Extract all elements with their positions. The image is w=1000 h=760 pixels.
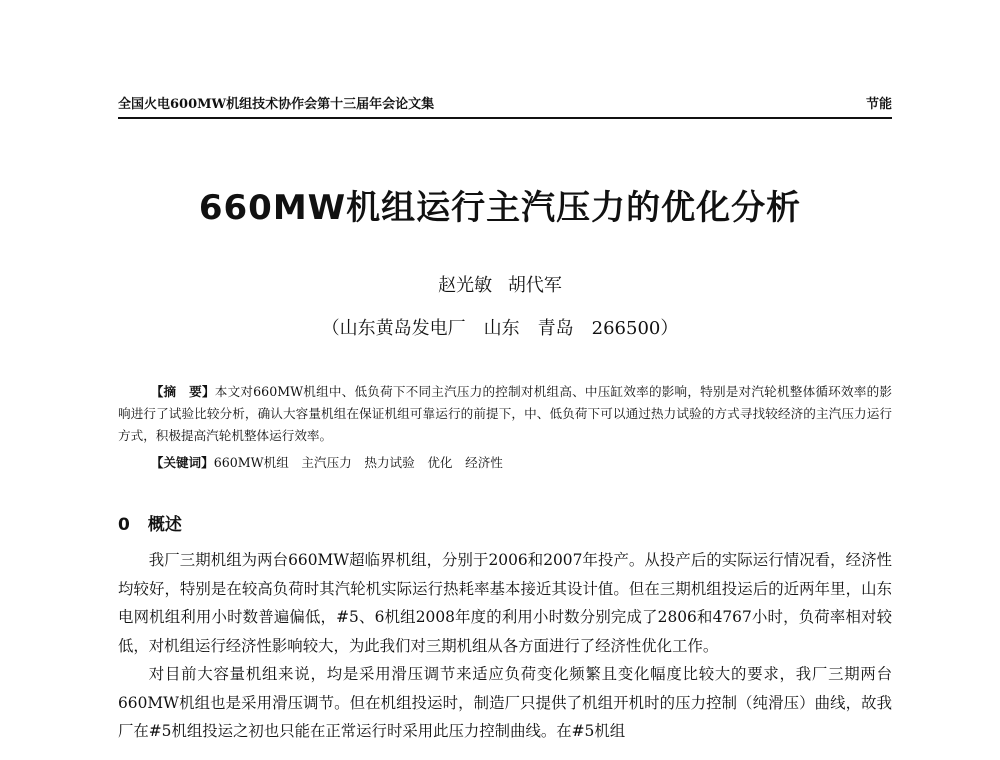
affiliation: （山东黄岛发电厂 山东 青岛 266500） <box>321 318 679 339</box>
paragraph: 我厂三期机组为两台660MW超临界机组，分别于2006和2007年投产。从投产后的实际运行情况看，经济性均较好，特别是在较高负荷时其汽轮机实际运行热耗率基本接近其设计值。但在三期机组投运后的近两年里，山东电网机组利用小时数普遍偏低，#5、6机组2008年度的利用小时数分别完成了2806和4767小时，负荷率相对较低，对机组运行经济性影响较大，为此我们对三期机组从各方面进行了经济性优化工作。 <box>118 551 892 655</box>
abstract <box>118 381 892 447</box>
keywords-text: 660MW机组 主汽压力 热力试验 优化 经济性 <box>213 455 503 470</box>
abstract-label: 【摘 要】 <box>150 384 215 399</box>
running-head <box>118 94 892 116</box>
running-head-section: 节能 <box>865 97 892 112</box>
paper-title: 660MW机组运行主汽压力的优化分析 <box>198 188 802 228</box>
keywords <box>118 452 892 474</box>
header-rule <box>118 117 892 119</box>
section-number: 0 <box>118 515 130 535</box>
authors: 赵光敏 胡代军 <box>438 275 562 296</box>
section-title: 概述 <box>147 515 182 535</box>
running-head-proceedings: 全国火电600MW机组技术协作会第十三届年会论文集 <box>118 97 435 112</box>
body-text <box>118 546 892 746</box>
keywords-label: 【关键词】 <box>150 455 214 470</box>
paragraph: 对目前大容量机组来说，均是采用滑压调节来适应负荷变化频繁且变化幅度比较大的要求，我厂三期两台660MW机组也是采用滑压调节。但在机组投运时，制造厂只提供了机组开机时的压力控制（纯滑压）曲线，故我厂在#5机组投运之初也只能在正常运行时采用此压力控制曲线。在#5机组 <box>118 665 892 740</box>
section-heading <box>118 510 182 535</box>
abstract-text: 本文对660MW机组中、低负荷下不同主汽压力的控制对机组高、中压缸效率的影响，特别是对汽轮机整体循环效率的影响进行了试验比较分析，确认大容量机组在保证机组可靠运行的前提下，中、低负荷下可以通过热力试验的方式寻找较经济的主汽压力运行方式，积极提高汽轮机整体运行效率。 <box>118 384 892 443</box>
